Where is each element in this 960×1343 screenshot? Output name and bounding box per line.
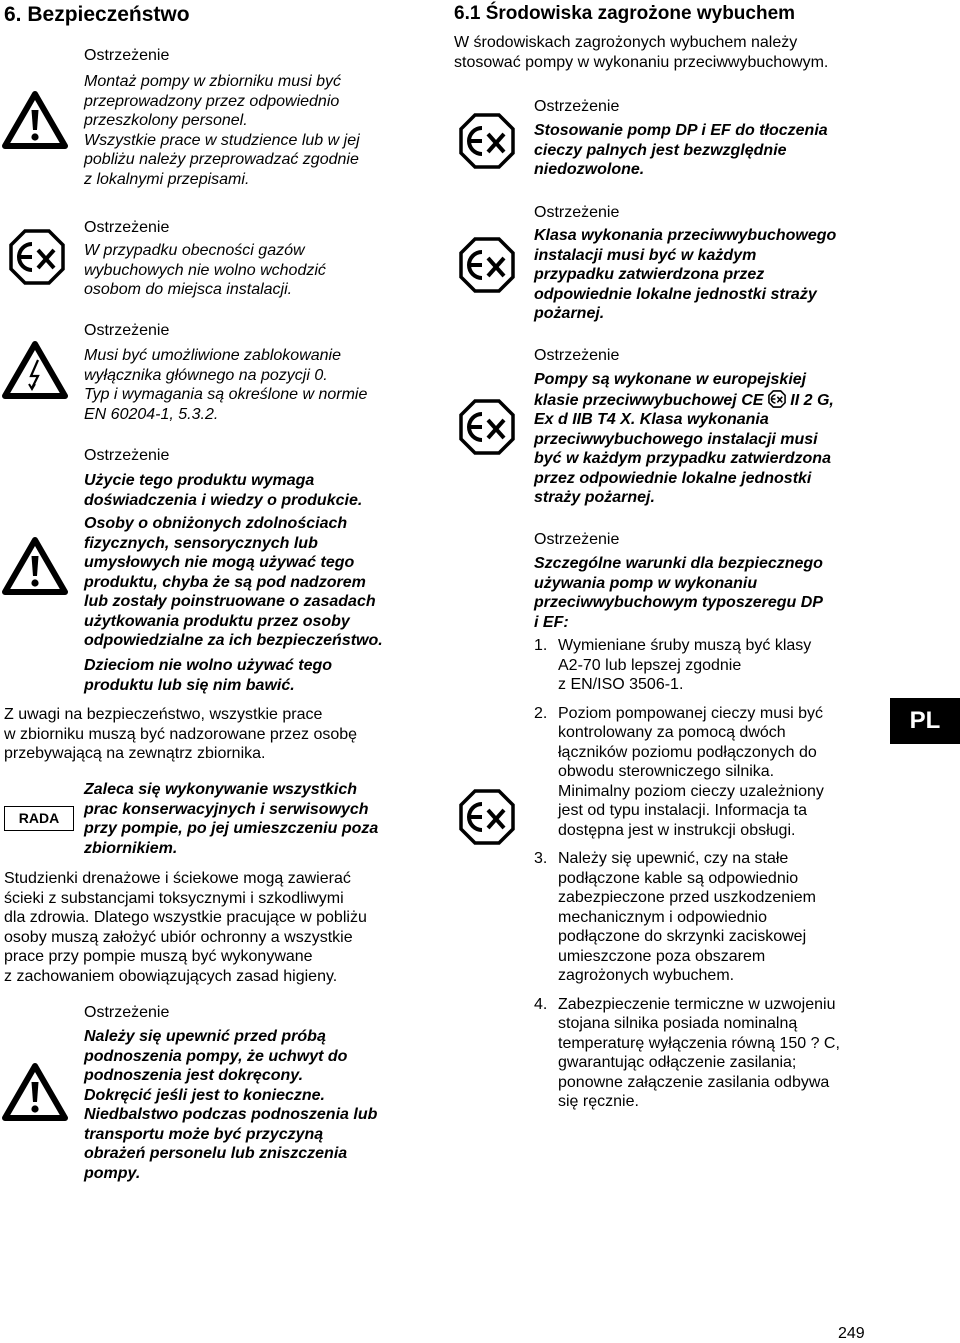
body-paragraph: Z uwagi na bezpieczeństwo, wszystkie prace w zbiorniku muszą być nadzorowane przez osobę przebywającą na zewnątrz zbiornika. — [4, 706, 358, 762]
subsection-title: 6.1 Środowiska zagrożone wybuchem — [454, 3, 796, 24]
conditions-list — [534, 636, 874, 1121]
rada-text: Zaleca się wykonywanie wszystkich prac konserwacyjnych i serwisowych przy pompie, po jej umieszczeniu poza zbiornikiem. — [84, 781, 379, 857]
ex-hexagon-icon — [458, 236, 516, 294]
warning-text: Dzieciom nie wolno używać tego produktu lub się nim bawić. — [84, 657, 333, 694]
warning-heading: Ostrzeżenie — [534, 98, 620, 115]
list-item: 4. Zabezpieczenie termiczne w uzwojeniu stojana silnika posiada nominalną temperaturę wyłączenia równą 150 ? C, gwarantując odłączenie zasilania; ponowne załączenie zasilania odbywa się ręcznie. — [534, 995, 840, 1110]
warning-text: Osoby o obniżonych zdolnościach fizycznych, sensorycznych lub umysłowych nie mogą używać tego produktu, chyba że są pod nadzorem lub zostały poinstruowane o zasadach użytkowania produktu przez osoby odpowiedzialne za ich bezpieczeństwo. — [84, 515, 383, 649]
ex-hexagon-icon — [8, 228, 66, 286]
warning-text: Montaż pompy w zbiorniku musi być przeprowadzony przez odpowiednio przeszkolony personel. Wszystkie prace w studzience lub w jej pobliżu należy przeprowadzać zgodnie z lokalnymi przepisami. — [84, 73, 360, 188]
page-number: 249 — [838, 1325, 865, 1342]
warning-text: Należy się upewnić przed próbą podnoszenia pompy, że uchwyt do podnoszenia jest dokręcony. Dokręcić jeśli jest to konieczne. Niedbalstwo podczas podnoszenia lub transportu może być przyczyną obrażeń personelu lub zniszczenia pompy. — [84, 1028, 378, 1182]
warning-heading: Ostrzeżenie — [84, 47, 170, 64]
warning-triangle-icon — [2, 1062, 68, 1122]
warning-heading: Ostrzeżenie — [84, 322, 170, 339]
ex-hexagon-small-icon — [768, 390, 786, 408]
warning-heading: Ostrzeżenie — [84, 219, 170, 236]
warning-text: Musi być umożliwione zablokowanie wyłącznika głównego na pozycji 0. Typ i wymagania są określone w normie EN 60204-1, 5.3.2. — [84, 347, 368, 423]
ex-hexagon-icon — [458, 112, 516, 170]
warning-heading: Ostrzeżenie — [84, 1004, 170, 1021]
electric-hazard-icon — [2, 340, 68, 400]
list-item: 3. Należy się upewnić, czy na stałe podłączone kable są odpowiednio zabezpieczone przed uszkodzeniem mechanicznym i odpowiednio podłączone do skrzynki zaciskowej umieszczone poza obszarem zagrożonych wybuchem. — [534, 850, 816, 984]
rada-label: RADA — [4, 806, 74, 831]
warning-heading: Ostrzeżenie — [534, 531, 620, 548]
ex-hexagon-icon — [458, 788, 516, 846]
warning-text: Użycie tego produktu wymaga doświadczenia i wiedzy o produkcie. — [84, 472, 363, 509]
warning-triangle-icon — [2, 536, 68, 596]
warning-heading: Ostrzeżenie — [534, 204, 620, 221]
warning-text: Stosowanie pomp DP i EF do tłoczenia cieczy palnych jest bezwzględnie niedozwolone. — [534, 122, 828, 178]
body-paragraph: Studzienki drenażowe i ściekowe mogą zawierać ścieki z substancjami toksycznymi i szkodliwymi dla zdrowia. Dlatego wszystkie pracujące w pobliżu osoby muszą założyć ubiór ochronny a wszystkie prace przy pompie muszą być wykonywane z zachowaniem obowiązujących zasad higieny. — [4, 870, 367, 985]
warning-text: W przypadku obecności gazów wybuchowych nie wolno wchodzić osobom do miejsca instalacji. — [84, 242, 326, 298]
warning-text: Szczególne warunki dla bezpiecznego używania pomp w wykonaniu przeciwwybuchowym typoszeregu DP i EF: — [534, 555, 823, 631]
list-item: 1. Wymieniane śruby muszą być klasy A2-70 lub lepszej zgodnie z EN/ISO 3506-1. — [534, 637, 812, 693]
intro-paragraph: W środowiskach zagrożonych wybuchem należy stosować pompy w wykonaniu przeciwwybuchowym. — [454, 34, 829, 71]
warning-triangle-icon — [2, 90, 68, 150]
warning-heading: Ostrzeżenie — [84, 447, 170, 464]
warning-text: Pompy są wykonane w europejskiej klasie przeciwwybuchowej CE II 2 G, Ex d IIB T4 X. Klasa wykonania przeciwwybuchowego instalacji musi być w każdym przypadku zatwierdzona przez odpowiednie lokalne jednostki straży pożarnej. — [534, 371, 834, 506]
language-tab: PL — [890, 698, 960, 744]
warning-text: Klasa wykonania przeciwwybuchowego instalacji musi być w każdym przypadku zatwierdzona przez odpowiednie lokalne jednostki straży pożarnej. — [534, 227, 837, 322]
list-item: 2. Poziom pompowanej cieczy musi być kontrolowany za pomocą dwóch łączników poziomu podłączonych do obwodu sterowniczego silnika. Minimalny poziom cieczy uzależniony jest od typu instalacji. Informacja ta dostępna jest w instrukcji obsługi. — [534, 704, 824, 839]
warning-heading: Ostrzeżenie — [534, 347, 620, 364]
ex-hexagon-icon — [458, 398, 516, 456]
section-title: 6. Bezpieczeństwo — [4, 3, 190, 26]
